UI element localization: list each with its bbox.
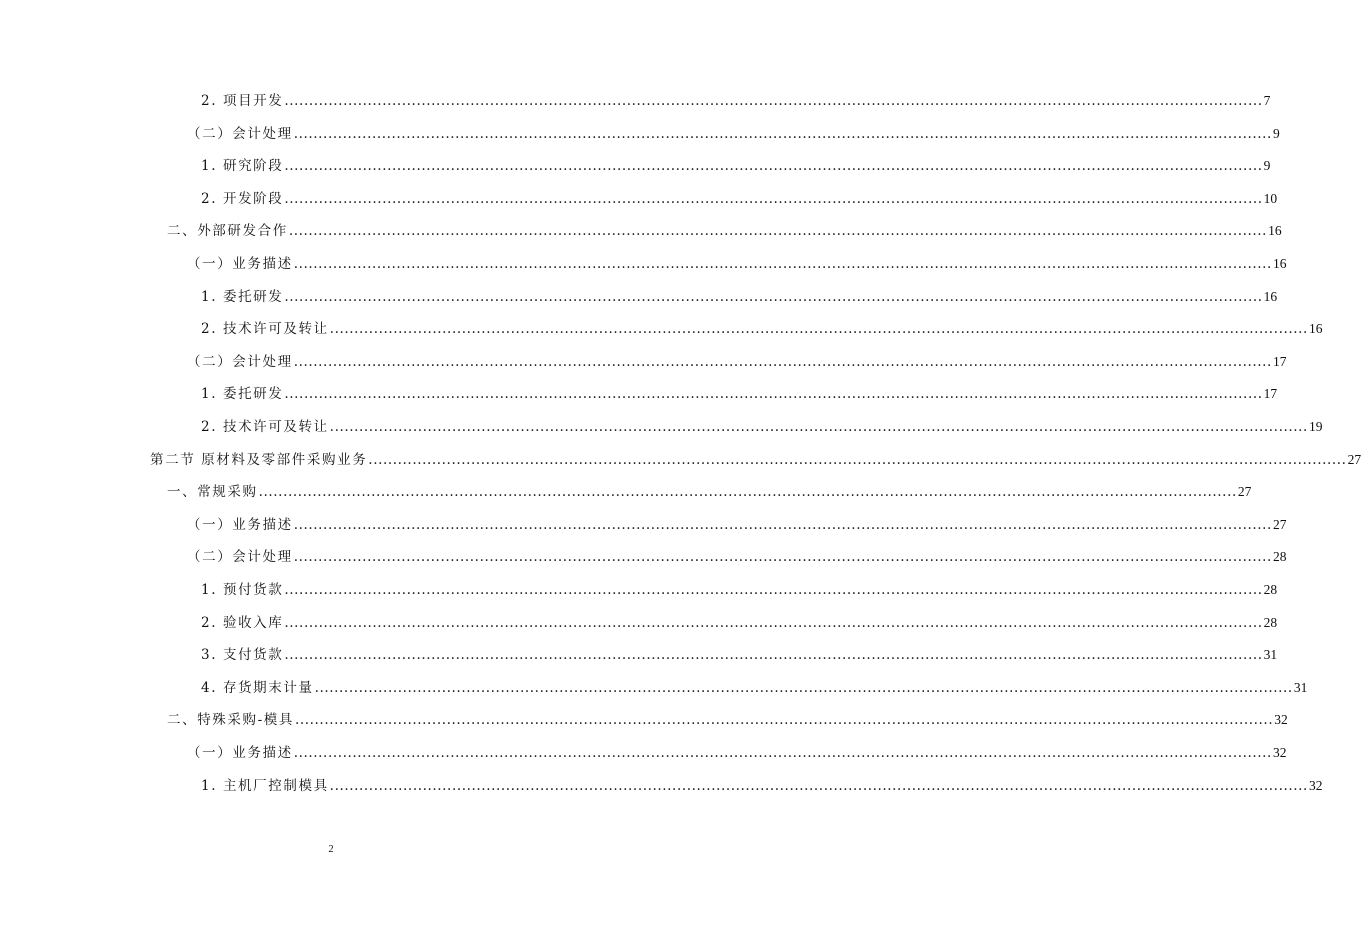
toc-entry[interactable] xyxy=(201,675,1308,697)
toc-leader-dots: ........................................................................................................................................................................................................ xyxy=(329,419,1308,435)
toc-entry-label: 2. 开发阶段 xyxy=(201,190,284,207)
toc-entry-page: 17 xyxy=(1263,386,1278,402)
toc-entry[interactable] xyxy=(201,577,1278,599)
toc-entry-label: 一、常规采购 xyxy=(167,484,258,501)
toc-entry-label: 2. 项目开发 xyxy=(201,93,284,109)
toc-entry-page: 31 xyxy=(1293,679,1308,695)
toc-entry[interactable] xyxy=(167,218,1282,240)
toc-leader-dots: ........................................................................................................................................................................................................ xyxy=(284,93,1263,109)
toc-entry[interactable] xyxy=(150,447,1361,469)
toc-entry[interactable] xyxy=(201,88,1271,110)
toc-entry-page: 27 xyxy=(1237,484,1252,500)
toc-entry-page: 16 xyxy=(1308,321,1323,337)
toc-entry-label: 2. 技术许可及转让 xyxy=(201,419,329,435)
toc-entry-page: 32 xyxy=(1272,745,1287,760)
toc-entry-label: （一）业务描述 xyxy=(187,516,293,533)
toc-entry-label: 第二节 原材料及零部件采购业务 xyxy=(150,451,368,468)
toc-entry[interactable] xyxy=(187,349,1287,371)
toc-leader-dots: ........................................................................................................................................................................................................ xyxy=(284,288,1263,305)
toc-leader-dots: ........................................................................................................................................................................................................ xyxy=(329,777,1308,794)
toc-leader-dots: ........................................................................................................................................................................................................ xyxy=(314,679,1293,696)
toc-entry-label: （二）会计处理 xyxy=(187,549,293,566)
toc-entry[interactable] xyxy=(201,186,1278,208)
toc-entry[interactable] xyxy=(187,544,1287,566)
toc-entry-page: 9 xyxy=(1263,158,1271,174)
toc-entry-label: 4. 存货期末计量 xyxy=(201,679,314,696)
toc-leader-dots: ........................................................................................................................................................................................................ xyxy=(284,386,1263,403)
toc-leader-dots: ........................................................................................................................................................................................................ xyxy=(284,614,1263,631)
toc-entry-page: 28 xyxy=(1263,614,1278,630)
toc-entry-page: 16 xyxy=(1263,288,1278,304)
toc-entry[interactable] xyxy=(187,251,1287,273)
toc-leader-dots: ........................................................................................................................................................................................................ xyxy=(284,582,1263,598)
toc-leader-dots: ........................................................................................................................................................................................................ xyxy=(293,516,1272,533)
toc-entry[interactable] xyxy=(201,381,1278,403)
toc-entry[interactable] xyxy=(167,707,1288,729)
toc-entry-page: 19 xyxy=(1308,419,1323,434)
toc-entry[interactable] xyxy=(201,414,1323,436)
toc-entry-page: 10 xyxy=(1263,190,1278,206)
toc-leader-dots: ........................................................................................................................................................................................................ xyxy=(288,223,1268,240)
toc-entry-label: （一）业务描述 xyxy=(187,256,293,272)
toc-entry[interactable] xyxy=(187,512,1287,534)
toc-entry-label: 1. 主机厂控制模具 xyxy=(201,777,329,794)
toc-entry-page: 16 xyxy=(1268,223,1282,239)
toc-entry[interactable] xyxy=(201,284,1278,306)
toc-entry-label: （二）会计处理 xyxy=(187,125,293,142)
toc-entry-label: 3. 支付货款 xyxy=(201,647,284,664)
toc-entry-page: 16 xyxy=(1272,256,1287,271)
toc-entry[interactable] xyxy=(201,153,1271,175)
toc-entry-page: 9 xyxy=(1272,125,1280,141)
toc-entry-page: 32 xyxy=(1274,712,1288,728)
toc-entry-label: 1. 委托研发 xyxy=(201,288,284,305)
toc-entry-page: 28 xyxy=(1263,582,1278,597)
toc-entry-label: （一）业务描述 xyxy=(187,745,293,761)
toc-entry[interactable] xyxy=(167,479,1252,501)
page-number: 2 xyxy=(328,844,334,855)
toc-entry-page: 27 xyxy=(1272,516,1287,532)
toc-entry[interactable] xyxy=(201,610,1278,632)
toc-entry[interactable] xyxy=(187,740,1287,762)
toc-leader-dots: ........................................................................................................................................................................................................ xyxy=(368,451,1347,468)
toc-leader-dots: ........................................................................................................................................................................................................ xyxy=(284,190,1263,207)
toc-entry[interactable] xyxy=(201,773,1323,795)
toc-entry-page: 28 xyxy=(1272,549,1287,565)
toc-entry-label: （二）会计处理 xyxy=(187,353,293,370)
toc-entry-page: 27 xyxy=(1347,451,1361,467)
toc-leader-dots: ........................................................................................................................................................................................................ xyxy=(293,745,1272,761)
toc-entry-page: 32 xyxy=(1308,777,1323,793)
toc-entry-page: 7 xyxy=(1263,93,1271,108)
toc-leader-dots: ........................................................................................................................................................................................................ xyxy=(284,158,1263,175)
toc-entry-label: 2. 验收入库 xyxy=(201,614,284,631)
toc-leader-dots: ........................................................................................................................................................................................................ xyxy=(284,647,1263,664)
toc-entry-page: 31 xyxy=(1263,647,1278,663)
toc-entry-label: 2. 技术许可及转让 xyxy=(201,321,329,338)
toc-leader-dots: ........................................................................................................................................................................................................ xyxy=(293,549,1272,566)
toc-entry[interactable] xyxy=(201,642,1278,664)
toc-entry-label: 二、外部研发合作 xyxy=(167,223,288,240)
toc-leader-dots: ........................................................................................................................................................................................................ xyxy=(293,256,1272,272)
toc-entry-page: 17 xyxy=(1272,353,1287,369)
toc-leader-dots: ........................................................................................................................................................................................................ xyxy=(294,712,1274,729)
toc-entry-label: 1. 研究阶段 xyxy=(201,158,284,175)
toc-leader-dots: ........................................................................................................................................................................................................ xyxy=(258,484,1237,501)
toc-entry-label: 1. 预付货款 xyxy=(201,582,284,598)
toc-entry[interactable] xyxy=(187,121,1280,143)
toc-entry[interactable] xyxy=(201,316,1323,338)
toc-entry-label: 二、特殊采购-模具 xyxy=(167,712,294,729)
toc-leader-dots: ........................................................................................................................................................................................................ xyxy=(293,125,1272,142)
toc-leader-dots: ........................................................................................................................................................................................................ xyxy=(329,321,1308,338)
toc-leader-dots: ........................................................................................................................................................................................................ xyxy=(293,353,1272,370)
toc-entry-label: 1. 委托研发 xyxy=(201,386,284,403)
